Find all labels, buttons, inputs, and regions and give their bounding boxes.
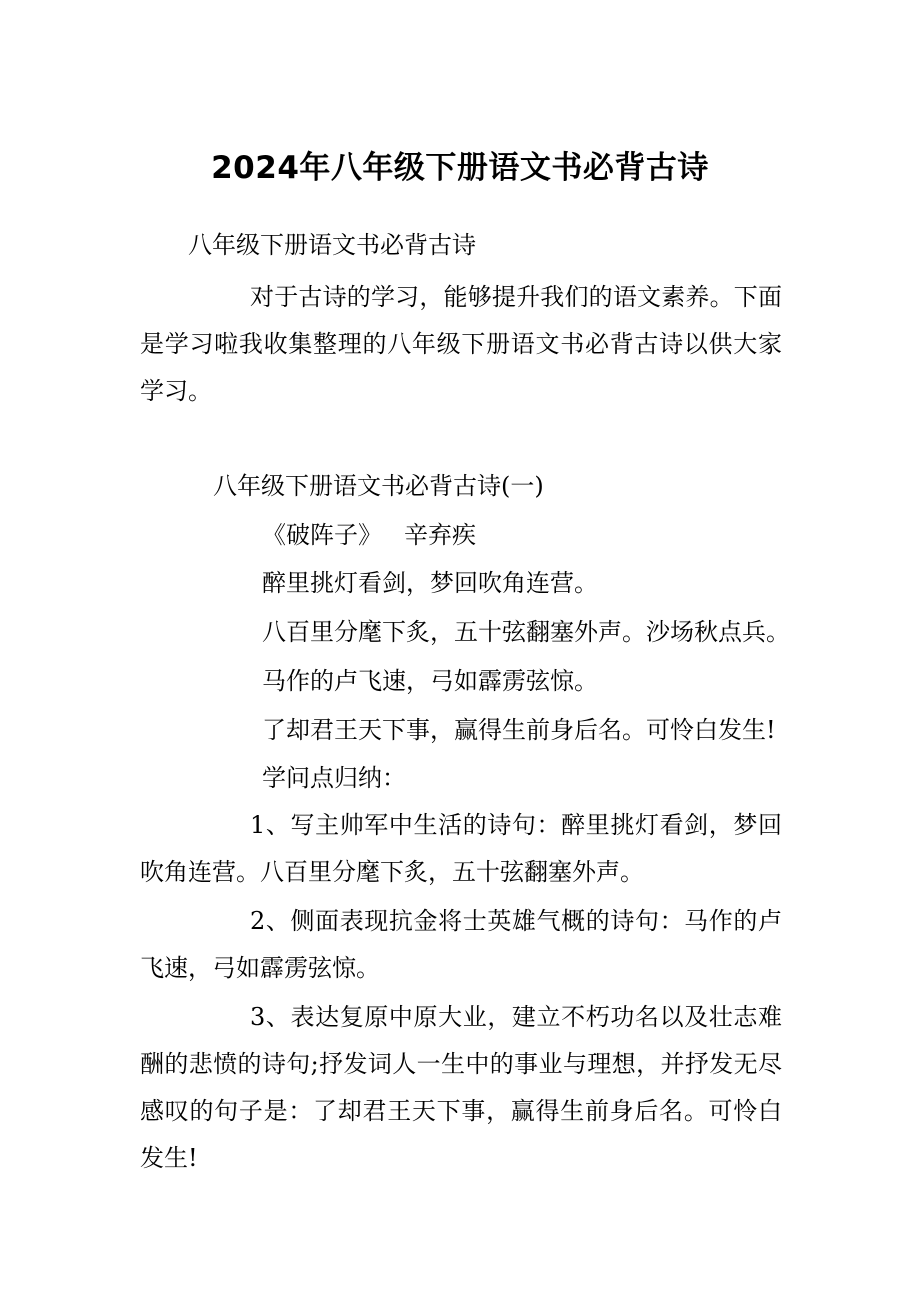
subtitle: 八年级下册语文书必背古诗 (188, 231, 476, 259)
poem-line: 马作的卢飞速，弓如霹雳弦惊。 (262, 667, 598, 695)
poem-title: 《破阵子》 (262, 521, 382, 549)
document-title: 2024年八年级下册语文书必背古诗 (211, 150, 709, 186)
point-paragraph: 1、写主帅军中生活的诗句：醉里挑灯看剑，梦回吹角连营。八百里分麾下炙，五十弦翻塞外声。 (140, 811, 782, 886)
point-paragraph: 2、侧面表现抗金将士英雄气概的诗句：马作的卢飞速，弓如霹雳弦惊。 (140, 907, 782, 982)
poem-line: 了却君王天下事，赢得生前身后名。可怜白发生! (262, 716, 776, 744)
intro-paragraph: 对于古诗的学习，能够提升我们的语文素养。下面是学习啦我收集整理的八年级下册语文书必背古诗以供大家学习。 (140, 283, 782, 405)
section-heading: 八年级下册语文书必背古诗(一) (213, 472, 544, 500)
point-paragraph: 3、表达复原中原大业，建立不朽功名以及壮志难酬的悲愤的诗句;抒发词人一生中的事业与理想，并抒发无尽感叹的句子是：了却君王天下事，赢得生前身后名。可怜白发生! (140, 1003, 782, 1172)
poem-line: 醉里挑灯看剑，梦回吹角连营。 (262, 569, 598, 597)
poem-heading (262, 515, 476, 555)
poem-author: 辛弃疾 (404, 521, 476, 549)
poem-line: 八百里分麾下炙，五十弦翻塞外声。沙场秋点兵。 (262, 618, 790, 646)
summary-heading: 学问点归纳： (262, 764, 406, 792)
